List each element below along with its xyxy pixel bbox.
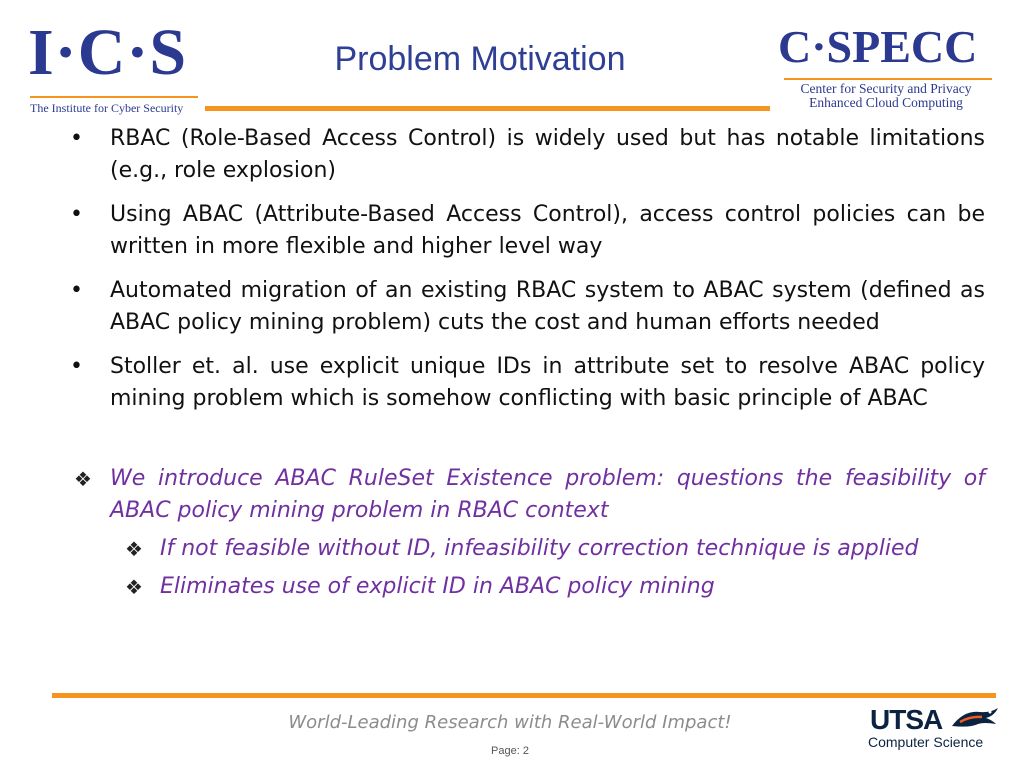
slide-content (70, 123, 985, 603)
bullet-item (70, 351, 985, 415)
utsa-logo-department: Computer Science (868, 734, 984, 750)
cspecc-logo-name: C·SPECC (778, 21, 978, 72)
utsa-logo (866, 704, 1002, 754)
bullet-text: Automated migration of an existing RBAC system to ABAC system (defined as ABAC policy mining problem) cuts the cost and human efforts needed (110, 278, 985, 335)
bullet-mark: • (70, 354, 83, 379)
page-number: Page: 2 (491, 745, 529, 757)
cspecc-logo (778, 20, 998, 114)
footer-rule (52, 693, 996, 698)
cspecc-logo-subtitle (778, 82, 994, 110)
bullet-mark: • (70, 278, 83, 303)
ics-logo (28, 16, 200, 115)
ics-logo-rule (30, 96, 198, 98)
cspecc-subtitle-line-1: Center for Security and Privacy (800, 81, 972, 96)
highlight-sub-item (70, 533, 985, 565)
diamond-bullet-icon: ❖ (125, 575, 143, 599)
cspecc-subtitle-line-2: Enhanced Cloud Computing (809, 95, 963, 110)
title-underline (205, 106, 770, 111)
footer-tagline: World-Leading Research with Real-World Impact! (288, 712, 732, 733)
highlight-sub-text: If not feasible without ID, infeasibility correction technique is applied (160, 536, 919, 561)
slide-title: Problem Motivation (334, 40, 626, 78)
bullet-text: RBAC (Role-Based Access Control) is widely used but has notable limitations (e.g., role explosion) (110, 126, 985, 183)
utsa-logo-word: UTSA (870, 704, 943, 735)
ics-logo-letters: I·C·S (28, 16, 188, 89)
highlight-sub-item (70, 571, 985, 603)
bullet-mark: • (70, 202, 83, 227)
bullet-item (70, 199, 985, 263)
ics-logo-subtitle: The Institute for Cyber Security (30, 101, 184, 115)
highlight-item (70, 463, 985, 527)
bullet-mark: • (70, 126, 83, 151)
cspecc-logo-rule (784, 78, 992, 80)
diamond-bullet-icon: ❖ (74, 467, 92, 491)
bullet-text: Stoller et. al. use explicit unique IDs in attribute set to resolve ABAC policy mining problem which is somehow conflicting with basic principle of ABAC (110, 354, 985, 411)
bullet-item (70, 123, 985, 187)
highlight-sub-text: Eliminates use of explicit ID in ABAC policy mining (160, 574, 715, 599)
bullet-item (70, 275, 985, 339)
diamond-bullet-icon: ❖ (125, 537, 143, 561)
highlight-text: We introduce ABAC RuleSet Existence problem: questions the feasibility of ABAC policy mining problem in RBAC context (110, 466, 985, 523)
roadrunner-icon (950, 704, 1000, 734)
bullet-text: Using ABAC (Attribute-Based Access Control), access control policies can be written in more flexible and higher level way (110, 202, 985, 259)
